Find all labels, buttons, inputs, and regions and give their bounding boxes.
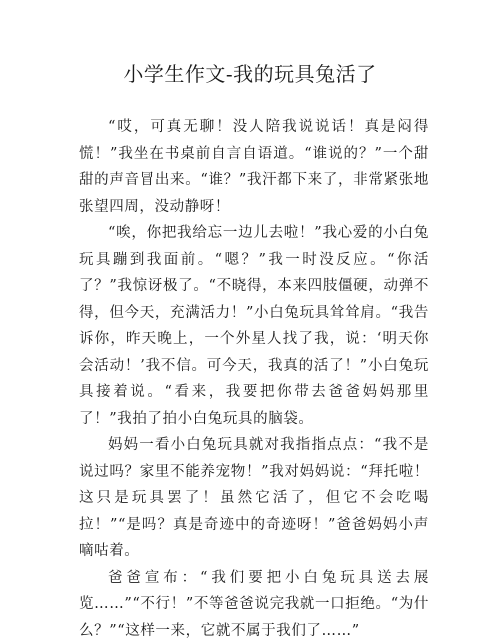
paragraph: “哎，可真无聊！没人陪我说说话！真是闷得慌！”我坐在书桌前自言自语道。“谁说的？”一个甜甜的声音冒出来。“谁？”我汗都下来了，非常紧张地张望四周，没动静呀！ <box>79 114 429 220</box>
paragraph: 爸爸宣布：“我们要把小白兔玩具送去展览……”“不行！”不等爸爸说完我就一口拒绝。“为什么？”“这样一来，它就不属于我们了……” <box>79 565 429 644</box>
paragraph: 妈妈一看小白兔玩具就对我指指点点：“我不是说过吗？家里不能养宠物！”我对妈妈说：“拜托啦！这只是玩具罢了！虽然它活了，但它不会吃喝拉！”“是吗？真是奇迹中的奇迹呀！”爸爸妈妈小声嘀咕着。 <box>79 432 429 565</box>
document-body <box>79 114 429 644</box>
document-title: 小学生作文-我的玩具兔活了 <box>0 60 500 88</box>
paragraph: “唉，你把我给忘一边儿去啦！”我心爱的小白兔玩具蹦到我面前。“嗯？”我一时没反应。“你活了？”我惊讶极了。“不晓得，本来四肢僵硬，动弹不得，但今天，充满活力！”小白兔玩具耸耸肩。“我告诉你，昨天晚上，一个外星人找了我，说：‘明天你会活动！’我不信。可今天，我真的活了！”小白兔玩具接着说。“看来，我要把你带去爸爸妈妈那里了！”我拍了拍小白兔玩具的脑袋。 <box>79 220 429 432</box>
